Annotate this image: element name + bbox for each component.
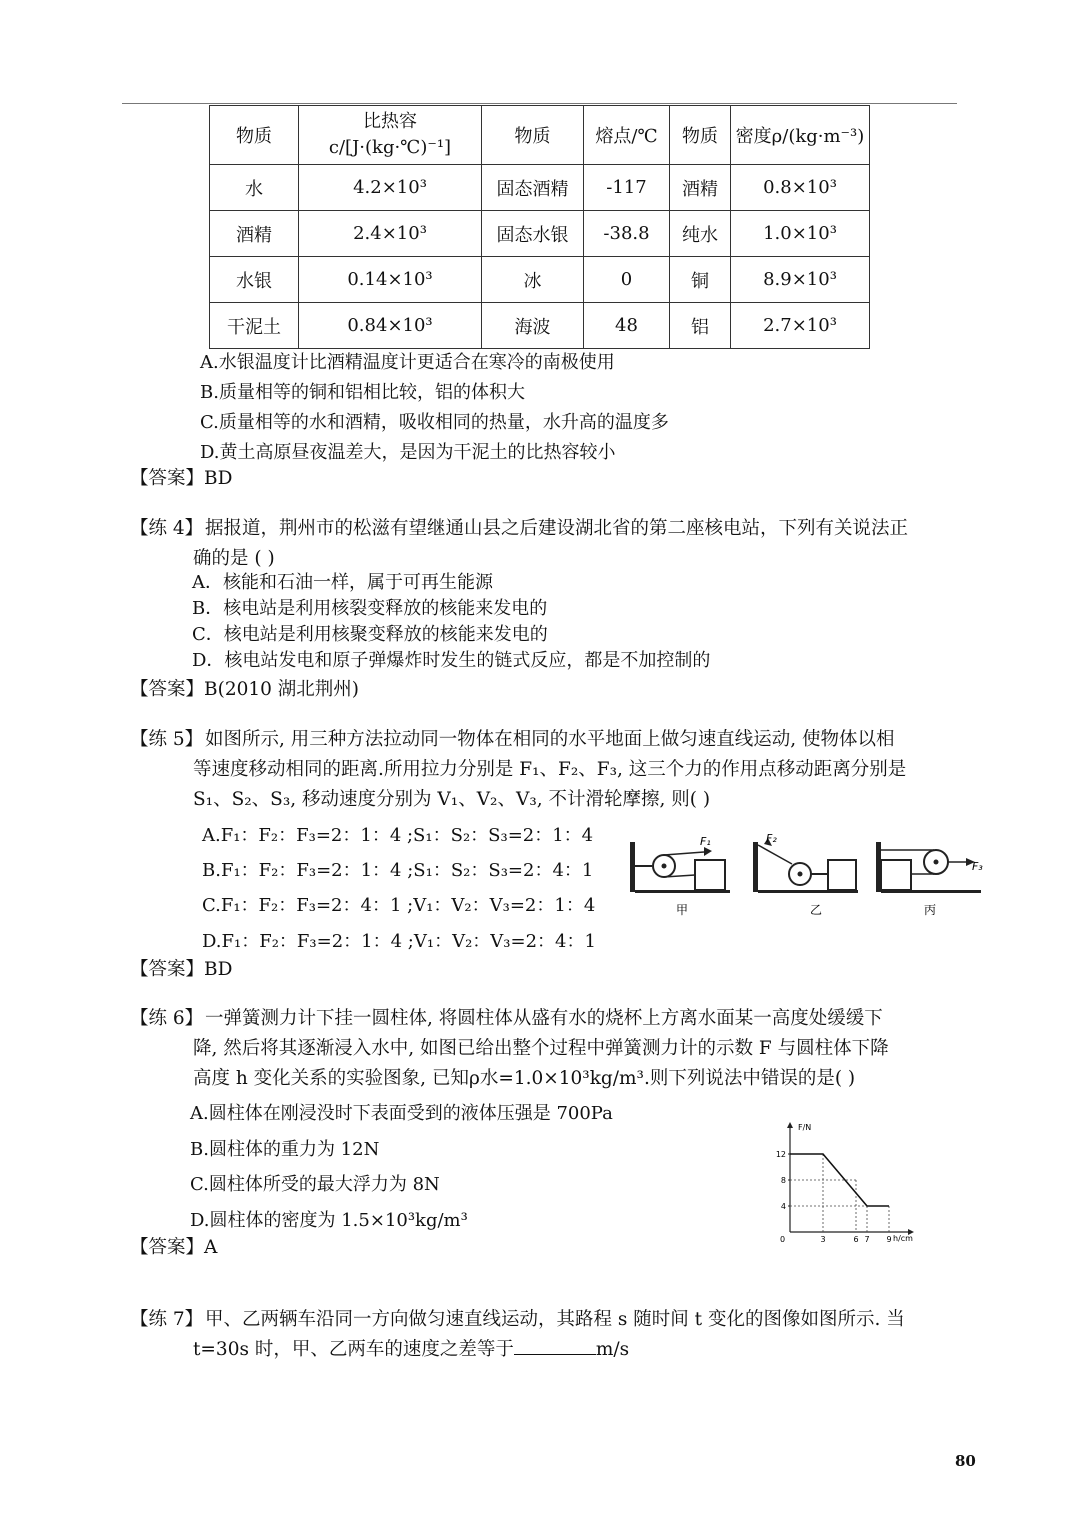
q4-option-a: A．核能和石油一样，属于可再生能源 (192, 572, 493, 593)
q6-option-c: C.圆柱体所受的最大浮力为 8N (190, 1174, 440, 1195)
force-arrow (704, 847, 712, 856)
y-tick-label: 12 (775, 1150, 786, 1159)
answer-blank[interactable] (514, 1336, 596, 1355)
th-specific-heat (299, 106, 482, 165)
q4-line1: 据报道，荆州市的松滋有望继通山县之后建设湖北省的第二座核电站，下列有关说法正 (205, 518, 909, 539)
q6-answer: 【答案】A (130, 1237, 218, 1258)
force-height-chart (760, 1118, 920, 1246)
q5-line2: 等速度移动相同的距离.所用拉力分别是 F₁、F₂、F₃, 这三个力的作用点移动距离分别是 (193, 759, 907, 780)
q5-option-b: B.F₁：F₂：F₃=2：1：4 ;S₁：S₂：S₃=2：4：1 (202, 860, 594, 881)
y-tick-label: 4 (780, 1202, 786, 1211)
ground (881, 890, 981, 893)
table-cell: 酒精 (210, 211, 299, 257)
fig-label-bing: 丙 (923, 903, 937, 917)
q4-option-c: C．核电站是利用核聚变释放的核能来发电的 (192, 624, 548, 645)
pulley-hub (934, 860, 939, 865)
rope (664, 852, 704, 855)
th-specific-heat-unit: c/[J·(kg·℃)⁻¹] (328, 137, 452, 158)
th-specific-heat-title: 比热容 (363, 111, 417, 132)
table-cell: -117 (584, 165, 670, 211)
wall (753, 842, 758, 892)
table-cell: 2.7×10³ (731, 303, 870, 349)
table-cell: 8.9×10³ (731, 257, 870, 303)
th-substance-3: 物质 (670, 106, 731, 165)
q5-option-c: C.F₁：F₂：F₃=2：4：1 ;V₁：V₂：V₃=2：1：4 (202, 895, 596, 916)
force-label-f2: F₂ (766, 832, 777, 845)
y-axis-arrow (787, 1122, 793, 1128)
q6-option-d: D.圆柱体的密度为 1.5×10³kg/m³ (190, 1210, 468, 1231)
q5-option-d: D.F₁：F₂：F₃=2：1：4 ;V₁：V₂：V₃=2：4：1 (202, 931, 596, 952)
table-cell: 0.14×10³ (299, 257, 482, 303)
q7-line2-text: t=30s 时，甲、乙两车的速度之差等于 (193, 1339, 514, 1360)
table-cell: 0.8×10³ (731, 165, 870, 211)
q6-label: 【练 6】 (130, 1008, 204, 1029)
q7-unit: m/s (595, 1339, 630, 1360)
q6-option-b: B.圆柱体的重力为 12N (190, 1139, 380, 1160)
table-cell: 4.2×10³ (299, 165, 482, 211)
q6-line3: 高度 h 变化关系的实验图象, 已知ρ水=1.0×10³kg/m³.则下列说法中错误的是( ) (193, 1068, 856, 1089)
q3-answer: 【答案】BD (130, 468, 233, 489)
pulley-figure (620, 830, 990, 925)
q6-line2: 降, 然后将其逐渐浸入水中, 如图已给出整个过程中弹簧测力计的示数 F 与圆柱体下降 (193, 1038, 889, 1059)
ground (758, 890, 858, 893)
table-cell: 固态酒精 (482, 165, 584, 211)
table-cell: 水银 (210, 257, 299, 303)
pulley-hub (662, 864, 667, 869)
table-cell: 0.84×10³ (299, 303, 482, 349)
table-cell: 1.0×10³ (731, 211, 870, 257)
q3-option-a: A.水银温度计比酒精温度计更适合在寒冷的南极使用 (200, 352, 615, 373)
table-cell: -38.8 (584, 211, 670, 257)
force-label-f1: F₁ (700, 835, 711, 848)
table-row (210, 165, 870, 211)
q3-option-d: D.黄土高原昼夜温差大，是因为干泥土的比热容较小 (200, 442, 616, 463)
q5-label: 【练 5】 (130, 729, 204, 750)
table-cell: 2.4×10³ (299, 211, 482, 257)
page-number: 80 (955, 1452, 976, 1470)
x-tick-label: 6 (853, 1235, 859, 1244)
q4-option-d: D．核电站发电和原子弹爆炸时发生的链式反应，都是不加控制的 (192, 650, 711, 671)
table-cell: 酒精 (670, 165, 731, 211)
table-cell: 水 (210, 165, 299, 211)
q5-line3: S₁、S₂、S₃, 移动速度分别为 V₁、V₂、V₃, 不计滑轮摩擦, 则( ) (193, 789, 711, 810)
q4-stem (130, 514, 908, 574)
q7-stem (130, 1305, 905, 1365)
q6-option-a: A.圆柱体在刚浸没时下表面受到的液体压强是 700Pa (190, 1103, 613, 1124)
table-cell: 铜 (670, 257, 731, 303)
q5-line1: 如图所示, 用三种方法拉动同一物体在相同的水平地面上做匀速直线运动, 使物体以相 (205, 729, 895, 750)
force-label-f3: F₃ (972, 860, 983, 873)
q5-option-a: A.F₁：F₂：F₃=2：1：4 ;S₁：S₂：S₃=2：1：4 (202, 825, 594, 846)
table-row (210, 303, 870, 349)
table-row (210, 211, 870, 257)
fig-label-jia: 甲 (675, 903, 689, 917)
pulley-diagram-bing (876, 842, 983, 917)
property-table (209, 105, 870, 349)
y-tick-label: 8 (780, 1176, 786, 1185)
q4-label: 【练 4】 (130, 518, 204, 539)
block (881, 860, 911, 890)
fig-label-yi: 乙 (809, 903, 823, 917)
table-cell: 干泥土 (210, 303, 299, 349)
origin-label: 0 (780, 1235, 786, 1244)
table-row (210, 257, 870, 303)
x-axis-label: h/cm (893, 1234, 913, 1243)
y-axis-label: F/N (798, 1123, 812, 1132)
wall (630, 842, 635, 892)
ground (635, 890, 730, 893)
x-tick-label: 7 (864, 1235, 870, 1244)
table-cell: 铝 (670, 303, 731, 349)
q5-answer: 【答案】BD (130, 959, 233, 980)
q4-option-b: B．核电站是利用核裂变释放的核能来发电的 (192, 598, 548, 619)
rope (758, 845, 792, 864)
table-cell: 海波 (482, 303, 584, 349)
block (828, 860, 856, 890)
q6-stem (130, 1004, 889, 1094)
q3-option-b: B.质量相等的铜和铝相比较，铝的体积大 (200, 382, 525, 403)
table-cell: 冰 (482, 257, 584, 303)
q6-line1: 一弹簧测力计下挂一圆柱体, 将圆柱体从盛有水的烧杯上方离水面某一高度处缓缓下 (205, 1008, 883, 1029)
block (695, 860, 725, 890)
x-tick-label: 3 (820, 1235, 826, 1244)
q4-line2: 确的是 ( ) (193, 548, 275, 569)
q7-label: 【练 7】 (130, 1309, 204, 1330)
table-cell: 纯水 (670, 211, 731, 257)
header-rule (122, 103, 957, 104)
th-substance-1: 物质 (210, 106, 299, 165)
table-cell: 0 (584, 257, 670, 303)
q3-option-c: C.质量相等的水和酒精，吸收相同的热量，水升高的温度多 (200, 412, 669, 433)
pulley-hub (798, 872, 803, 877)
x-tick-label: 9 (886, 1235, 892, 1244)
th-density: 密度ρ/(kg·m⁻³) (731, 106, 870, 165)
q4-options (192, 570, 710, 674)
q7-line1: 甲、乙两辆车沿同一方向做匀速直线运动，其路程 s 随时间 t 变化的图像如图所示. 当 (205, 1309, 905, 1330)
th-melting-point: 熔点/℃ (584, 106, 670, 165)
table-cell: 固态水银 (482, 211, 584, 257)
q4-answer: 【答案】B(2010 湖北荆州) (130, 679, 359, 700)
th-substance-2: 物质 (482, 106, 584, 165)
pulley-diagram-yi (753, 832, 858, 917)
q5-stem (130, 725, 906, 815)
pulley-diagram-jia (630, 835, 730, 917)
table-cell: 48 (584, 303, 670, 349)
q3-options (200, 348, 669, 468)
